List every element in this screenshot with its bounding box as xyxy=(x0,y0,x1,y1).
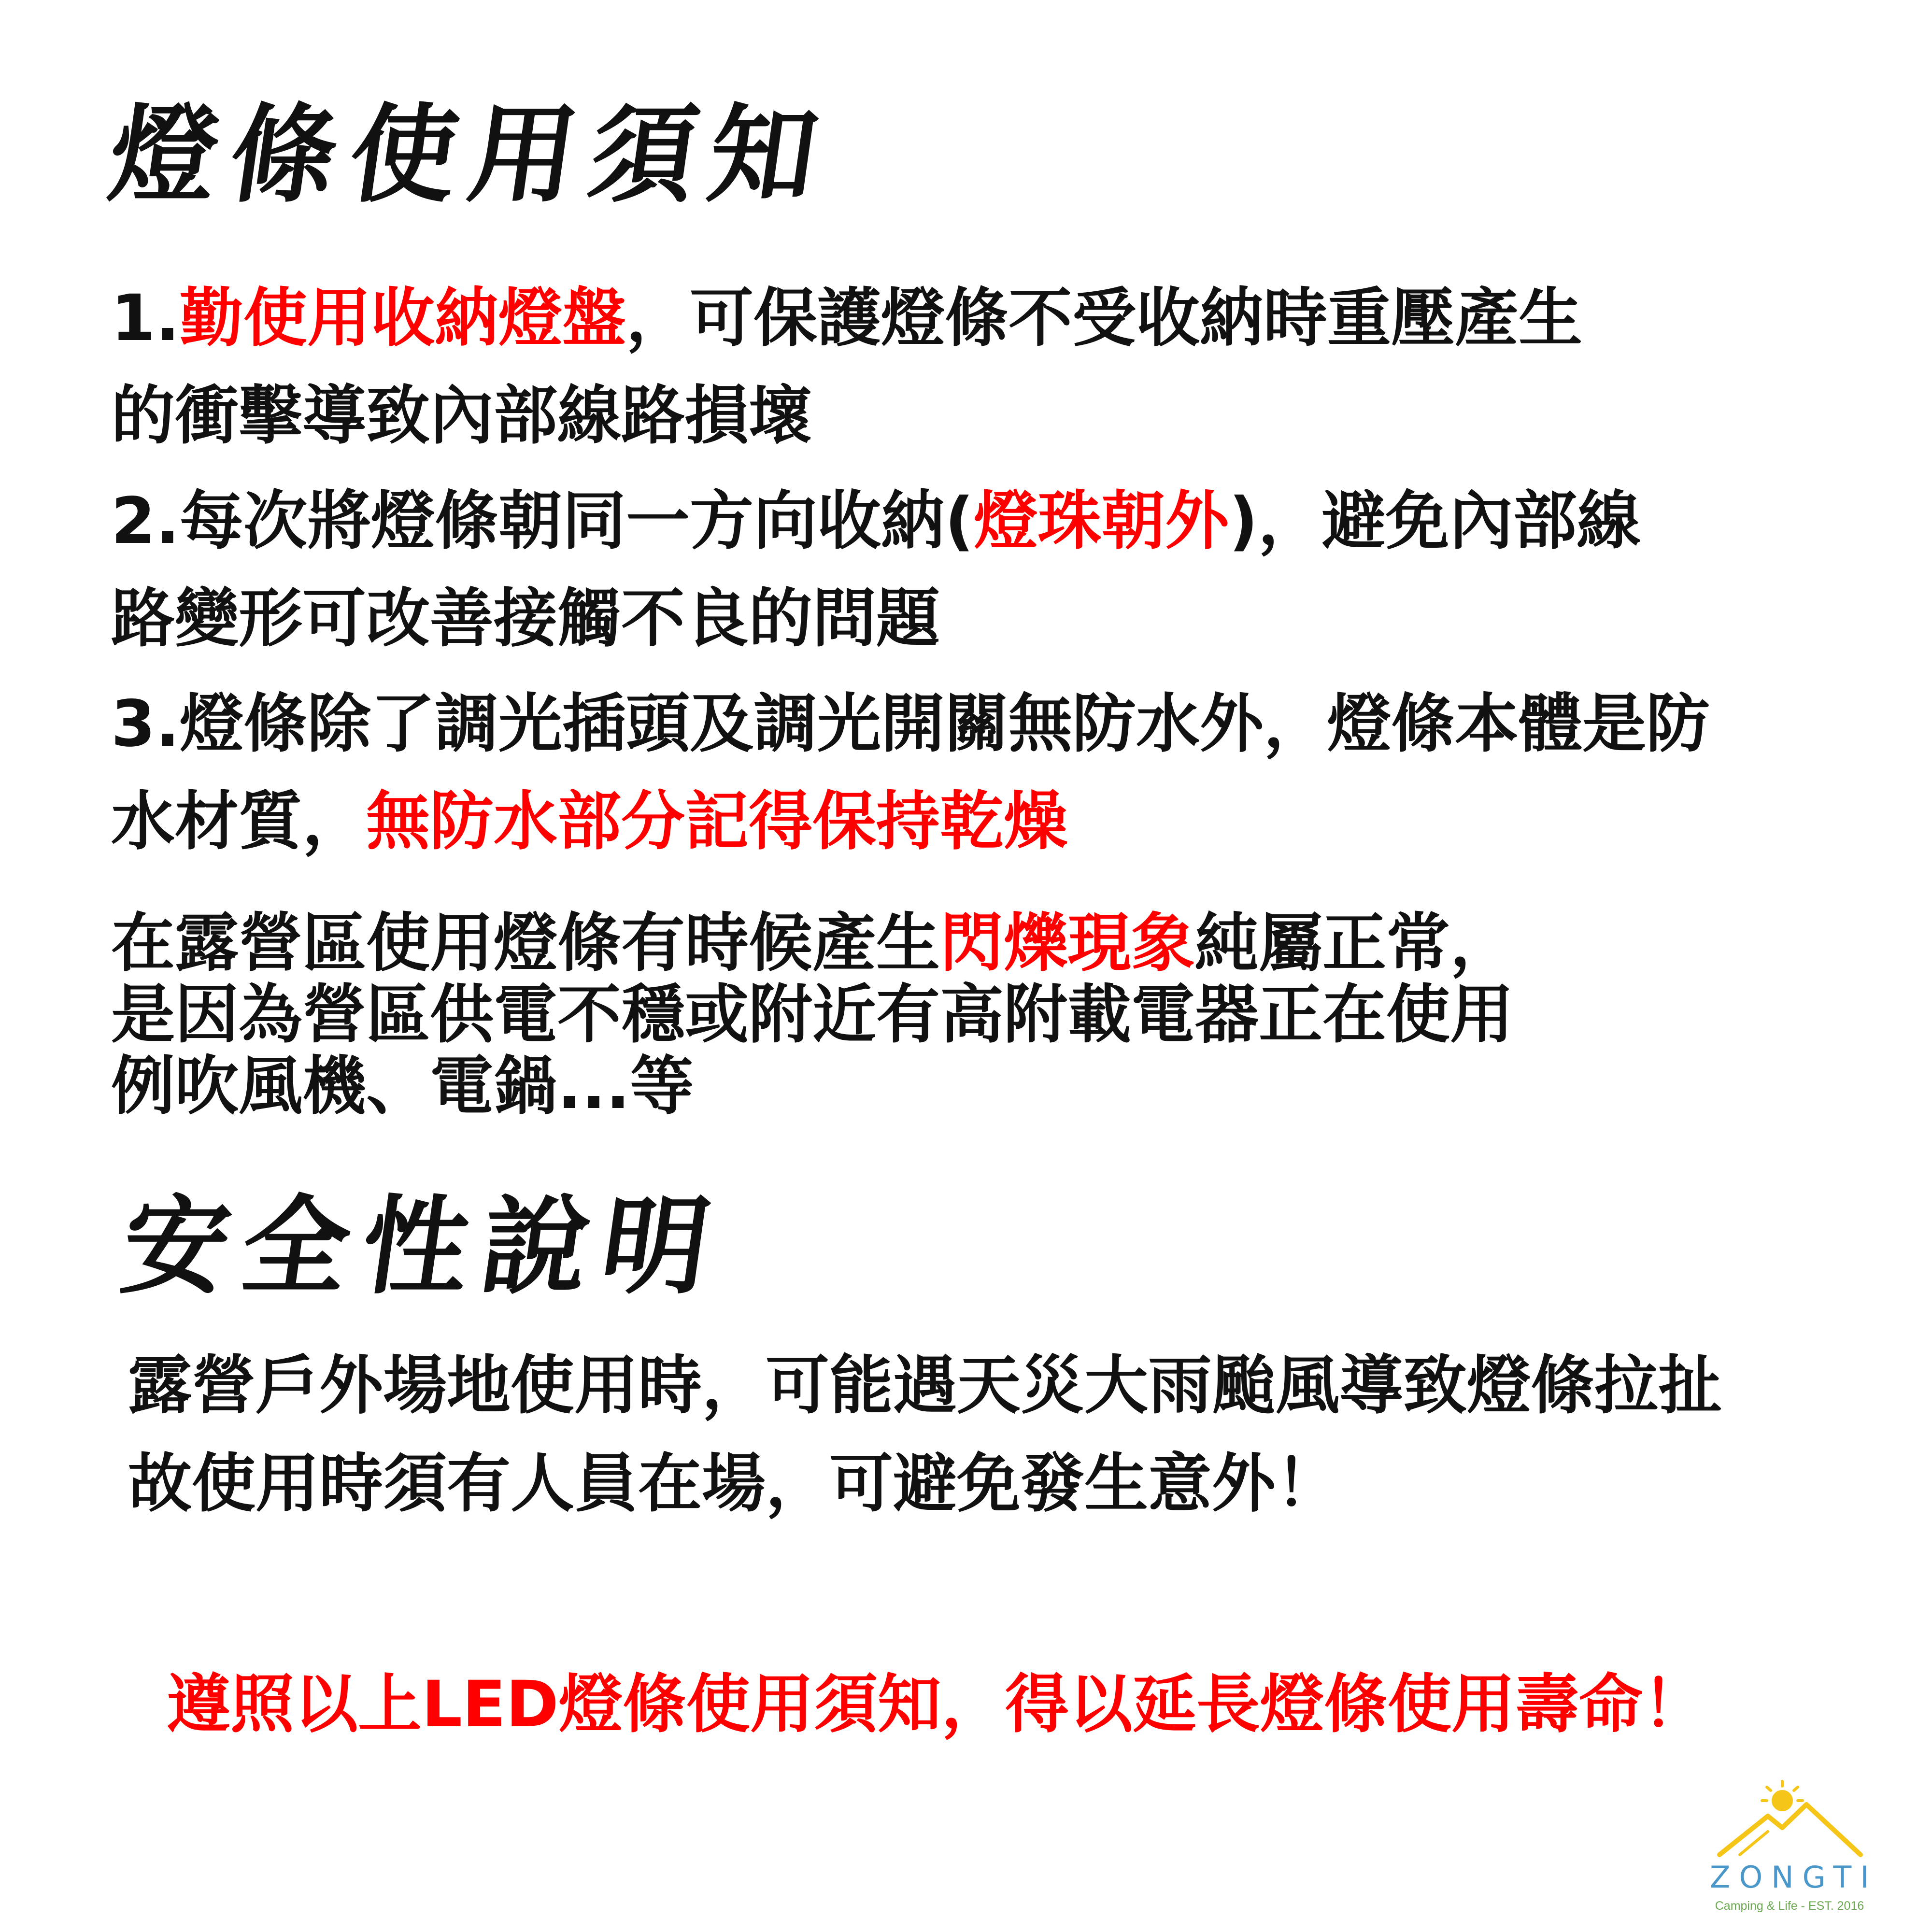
notice-line3: 例吹風機、電鍋...等 xyxy=(111,1049,694,1123)
item-3-highlight: 無防水部分記得保持乾燥 xyxy=(366,784,1067,859)
safety-line1: 露營戶外場地使用時，可能遇天災大雨颱風導致燈條拉扯 xyxy=(128,1349,1722,1423)
item-1-line2: 的衝擊導致內部線路損壞 xyxy=(111,379,812,454)
usage-heading: 燈條使用須知 xyxy=(102,92,839,217)
item-1-highlight: 勤使用收納燈盤 xyxy=(180,281,626,355)
item-1-text: ，可保護燈條不受收納時重壓產生 xyxy=(626,281,1582,355)
notice-line1 xyxy=(111,908,1514,980)
item-3 xyxy=(111,686,1710,860)
item-2-text-end: )，避免內部線 xyxy=(1229,484,1641,558)
item-1-number: 1. xyxy=(111,281,180,355)
logo-name: ZONGTI xyxy=(1710,1860,1878,1895)
flicker-notice xyxy=(111,908,1514,1122)
notice-line2: 是因為營區供電不穩或附近有高附載電器正在使用 xyxy=(111,977,1514,1052)
item-3-line2 xyxy=(111,783,1710,860)
item-2-line2: 路變形可改善接觸不良的問題 xyxy=(111,582,940,656)
item-3-line1: 3.燈條除了調光插頭及調光開關無防水外，燈條本體是防 xyxy=(111,687,1710,761)
safety-text xyxy=(128,1348,1722,1544)
notice-highlight: 閃爍現象 xyxy=(940,906,1195,980)
item-2-highlight: 燈珠朝外 xyxy=(974,484,1229,558)
item-3-line2-text: 水材質， xyxy=(111,784,366,859)
item-1 xyxy=(111,280,1582,455)
mountain-sun-icon xyxy=(1710,1777,1869,1860)
item-2 xyxy=(111,483,1641,657)
safety-heading: 安全性說明 xyxy=(114,1183,731,1308)
safety-line2: 故使用時須有人員在場，可避免發生意外！ xyxy=(128,1447,1339,1521)
item-2-text-start: 2.每次將燈條朝同一方向收納( xyxy=(111,484,974,558)
logo-tagline: Camping & Life - EST. 2016 xyxy=(1715,1899,1864,1913)
footer-note: 遵照以上LED燈條使用須知，得以延長燈條使用壽命！ xyxy=(167,1667,1706,1742)
notice-text-start: 在露營區使用燈條有時候產生 xyxy=(111,906,940,980)
notice-text-end: 純屬正常， xyxy=(1195,906,1514,980)
zongti-logo xyxy=(1710,1777,1878,1932)
